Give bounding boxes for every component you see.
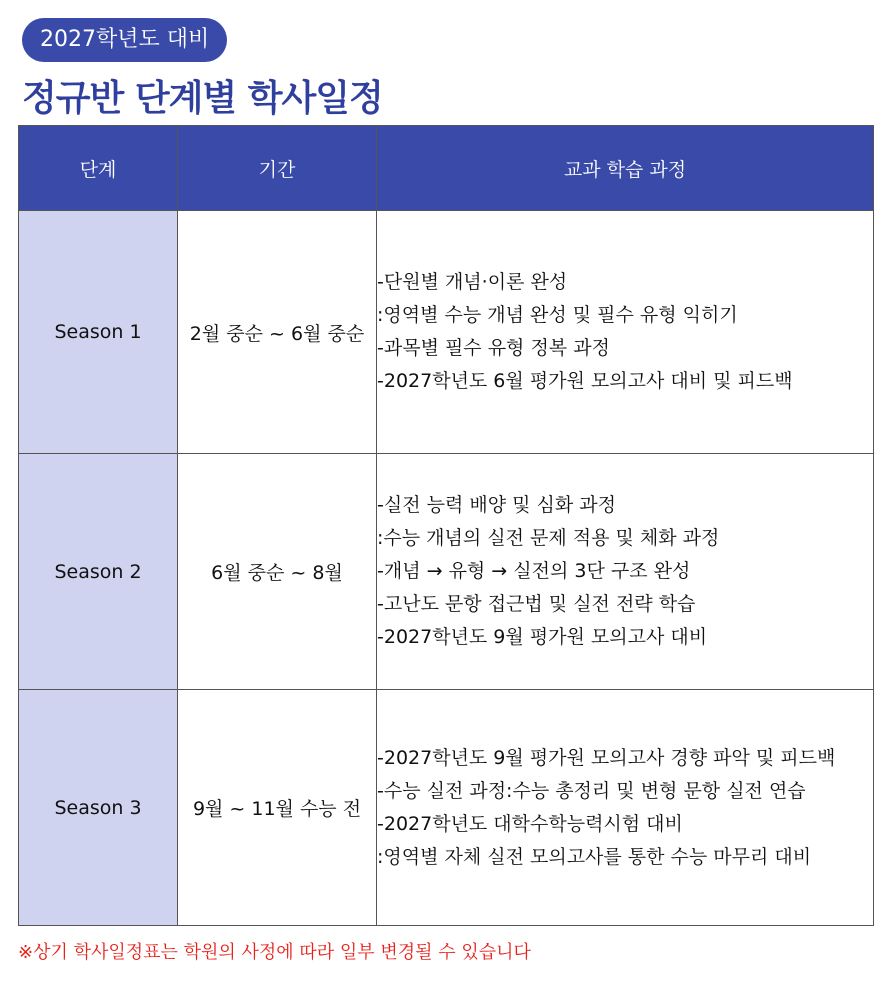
content-line: :수능 개념의 실전 문제 적용 및 체화 과정 (377, 527, 720, 549)
footnote: ※상기 학사일정표는 학원의 사정에 따라 일부 변경될 수 있습니다 (18, 942, 531, 963)
content-line: -2027학년도 대학수학능력시험 대비 (377, 812, 683, 835)
column-header-stage: 단계 (19, 126, 178, 211)
content-line: -고난도 문항 접근법 및 실전 전략 학습 (377, 593, 696, 615)
content-cell (377, 211, 874, 454)
period-cell: 9월 ~ 11월 수능 전 (178, 690, 377, 926)
period-cell: 2월 중순 ~ 6월 중순 (178, 211, 377, 454)
period-cell: 6월 중순 ~ 8월 (178, 454, 377, 690)
table-header-row (19, 126, 874, 211)
content-cell (377, 454, 874, 690)
content-line: -개념 → 유형 → 실전의 3단 구조 완성 (377, 560, 691, 582)
column-header-content: 교과 학습 과정 (377, 126, 874, 211)
table-row (19, 454, 874, 690)
table-row (19, 211, 874, 454)
table-row (19, 690, 874, 926)
content-line: -과목별 필수 유형 정복 과정 (377, 337, 610, 359)
content-line: -2027학년도 9월 평가원 모의고사 대비 (377, 626, 708, 648)
stage-cell: Season 3 (19, 690, 178, 926)
content-line: -수능 실전 과정:수능 총정리 및 변형 문항 실전 연습 (377, 779, 806, 802)
page-title: 정규반 단계별 학사일정 (22, 78, 383, 119)
column-header-period: 기간 (178, 126, 377, 211)
schedule-table (18, 125, 874, 926)
stage-cell: Season 1 (19, 211, 178, 454)
year-badge: 2027학년도 대비 (22, 18, 227, 62)
content-line: :영역별 수능 개념 완성 및 필수 유형 익히기 (377, 304, 738, 326)
content-line: -실전 능력 배양 및 심화 과정 (377, 494, 616, 516)
content-line: :영역별 자체 실전 모의고사를 통한 수능 마무리 대비 (377, 845, 812, 868)
content-line: -2027학년도 6월 평가원 모의고사 대비 및 피드백 (377, 370, 793, 392)
content-line: -단원별 개념·이론 완성 (377, 271, 568, 293)
stage-cell: Season 2 (19, 454, 178, 690)
content-cell (377, 690, 874, 926)
content-line: -2027학년도 9월 평가원 모의고사 경향 파악 및 피드백 (377, 746, 836, 769)
